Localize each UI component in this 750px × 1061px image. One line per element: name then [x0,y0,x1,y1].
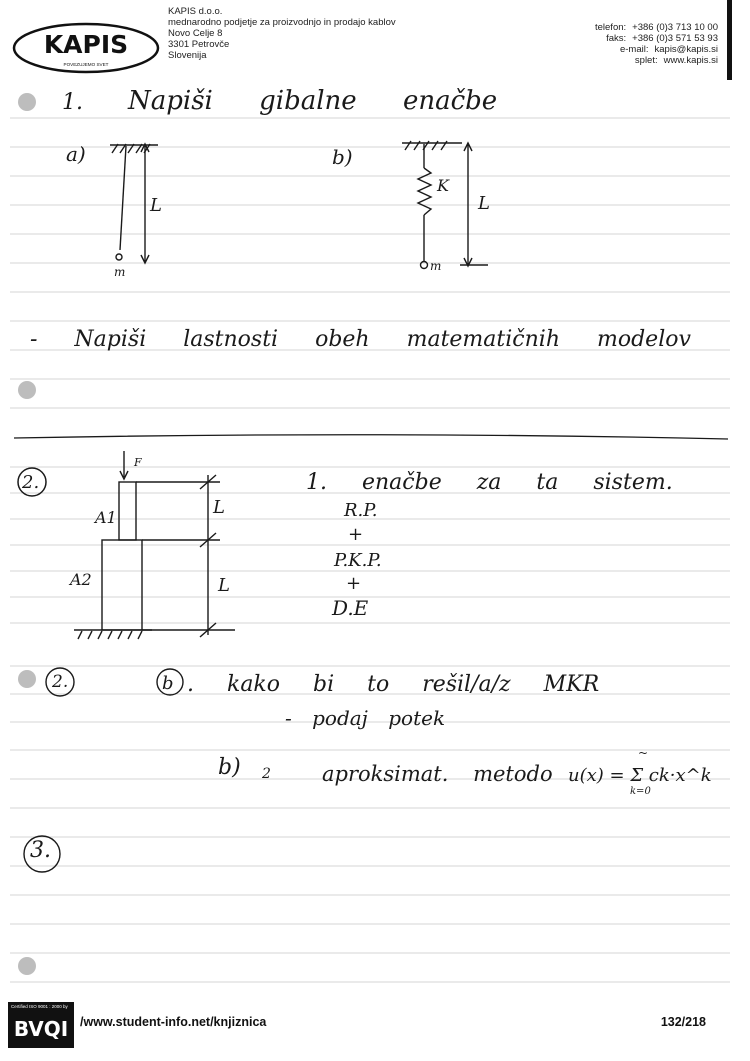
q2b2-sum-bottom: k=0 [630,786,651,797]
company-line: 3301 Petrovče [168,39,230,50]
q2b-text: . kako bi to rešil/a/z MKR [187,672,600,697]
punch-hole [18,93,36,111]
q2-de: D.E [332,596,369,620]
logo-tagline: POVEZUJEMO SVET [63,62,109,67]
header-bar [727,0,732,80]
q2b-number: 2. [52,672,69,692]
contact-web: splet: www.kapis.si [634,55,718,66]
kapis-logo [12,22,160,74]
q2b-circle-letter: b [162,673,174,694]
q2-rp: R.P. [344,500,378,521]
q2-length-2: L [218,575,230,596]
q2b-sub: - podaj potek [285,706,446,730]
q1-title: Napiši gibalne enačbe [128,86,498,116]
q2-subquestion: 1. enačbe za ta sistem. [306,470,673,495]
badge-mark: BVQI [13,1017,69,1041]
bar-diagram [60,445,320,645]
q2b2-label: b) [218,755,241,780]
q2-pkp: P.K.P. [334,550,382,571]
footer-page-number: 132/218 [660,1015,706,1029]
q2-plus-1: + [348,524,364,545]
q1-a-mass: m [114,265,126,279]
spring-diagram [402,141,488,269]
contact-email: e-mail: kapis@kapis.si [619,44,718,55]
footer-url-link[interactable]: /www.student-info.net/knjiznica [80,1015,267,1029]
q1-extra: - Napiši lastnosti obeh matematičnih modelov [30,327,691,352]
q2-a1: A1 [95,508,117,527]
company-line: KAPIS d.o.o. [168,6,223,17]
punch-hole [18,670,36,688]
q1-a-label: a) [66,142,86,166]
q2-force: F [134,456,142,469]
q2-a2: A2 [70,570,92,589]
logo-text: KAPIS [43,30,129,59]
punch-hole [18,957,36,975]
q2-plus-2: + [346,573,362,594]
contact-fax: faks: +386 (0)3 571 53 93 [606,33,718,44]
bvqi-badge [8,1002,74,1048]
q2b2-text: aproksimat. metodo [322,762,553,786]
q2-length-1: L [213,497,225,518]
q1-b-spring: K [437,176,449,195]
company-address [168,6,396,61]
badge-cert-text: Certified ISO 9001 : 2000 by [11,1004,68,1009]
company-line: mednarodno podjetje za proizvodnjo in prodajo kablov [168,17,396,28]
q1-b-label: b) [332,145,353,169]
q1-number: 1. [62,90,83,115]
q2b2-sum-top: ~ [638,746,649,760]
q2b2-num: 2 [262,766,271,782]
q1-b-mass: m [430,259,442,273]
q2b2-formula: u(x) = Σ ck·x^k [568,765,712,786]
q1-b-length: L [478,193,490,214]
contact-block [566,22,718,66]
company-line: Novo Celje 8 [168,28,223,39]
contact-phone: telefon: +386 (0)3 713 10 00 [594,22,718,33]
q3-number: 3. [30,838,51,863]
q1-diagrams [0,130,750,430]
q2-number: 2. [22,472,40,493]
q1-a-length: L [150,195,162,216]
company-line: Slovenija [168,50,207,61]
